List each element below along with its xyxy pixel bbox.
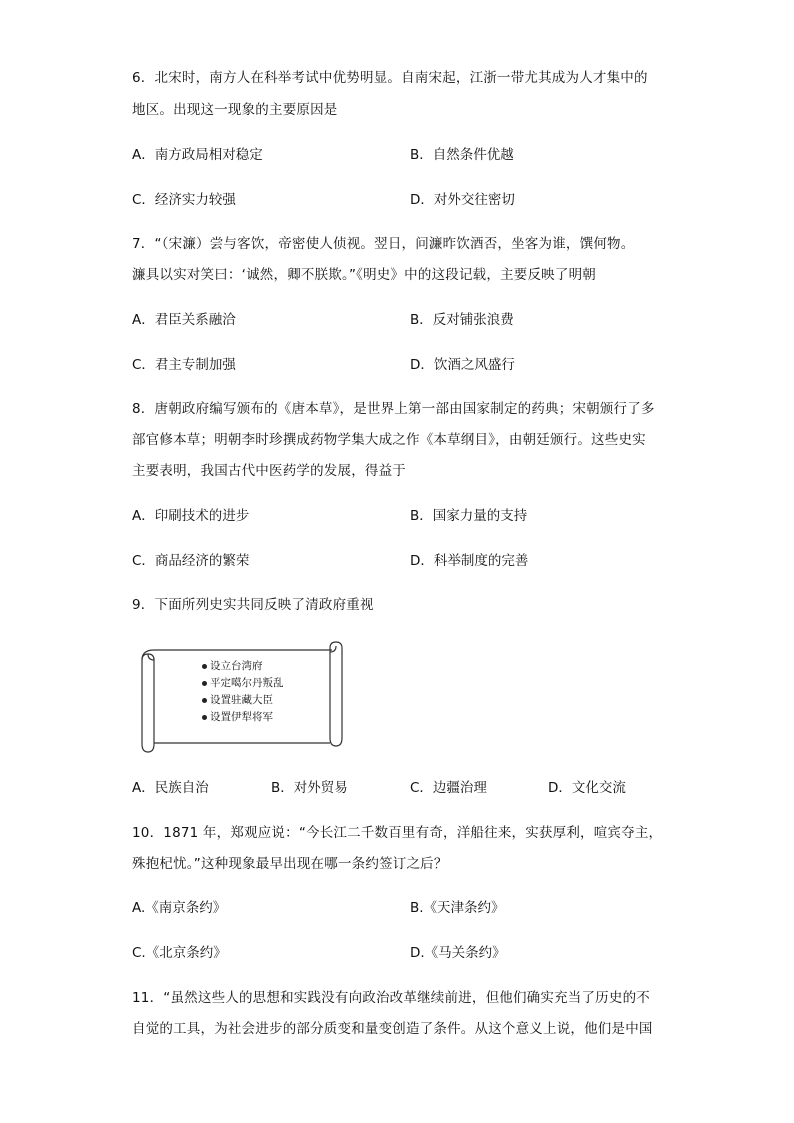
q8-option-b: B．国家力量的支持 — [410, 508, 528, 524]
q8-option-a: A．印刷技术的进步 — [132, 508, 250, 524]
scroll-item — [202, 692, 284, 709]
bullet-icon — [202, 681, 207, 686]
q6-stem-line2: 地区。出现这一现象的主要原因是 — [132, 102, 338, 118]
q9-option-c: C．边疆治理 — [410, 780, 487, 796]
q7-option-c: C．君主专制加强 — [132, 357, 236, 373]
scroll-item-text: 平定噶尔丹叛乱 — [210, 677, 284, 689]
q8-option-d: D．科举制度的完善 — [410, 553, 529, 569]
q10-stem-line1: 10．1871 年，郑观应说：“今长江二千数百里有奇，洋船往来，实获厚利，喧宾夺主， — [132, 825, 663, 841]
q8-stem-line3: 主要表明，我国古代中医药学的发展，得益于 — [132, 463, 406, 479]
bullet-icon — [202, 715, 207, 720]
scroll-item-text: 设置伊犁将军 — [210, 711, 273, 723]
q7-stem-line2: 濂具以实对笑曰：‘诚然，卿不朕欺。”《明史》中的这段记载，主要反映了明朝 — [132, 267, 596, 283]
scroll-list — [202, 658, 284, 726]
q11-stem-line1: 11．“虽然这些人的思想和实践没有向政治改革继续前进，但他们确实充当了历史的不 — [132, 990, 650, 1006]
q6-option-c: C．经济实力较强 — [132, 192, 236, 208]
bullet-icon — [202, 664, 207, 669]
q9-option-a: A．民族自治 — [132, 780, 209, 796]
q6-stem-line1: 6．北宋时，南方人在科举考试中优势明显。自南宋起，江浙一带尤其成为人才集中的 — [132, 70, 648, 86]
q8-option-c: C．商品经济的繁荣 — [132, 553, 250, 569]
q7-option-b: B．反对铺张浪费 — [410, 312, 514, 328]
q10-option-b: B.《天津条约》 — [410, 900, 505, 916]
scroll-item — [202, 658, 284, 675]
q10-option-a: A.《南京条约》 — [132, 900, 227, 916]
scroll-item-text: 设置驻藏大臣 — [210, 694, 273, 706]
q10-stem-line2: 殊抱杞忧。”这种现象最早出现在哪一条约签订之后？ — [132, 856, 448, 872]
q10-option-d: D.《马关条约》 — [410, 945, 506, 961]
q9-option-d: D．文化交流 — [548, 780, 626, 796]
scroll-item-text: 设立台湾府 — [210, 660, 263, 672]
q8-stem-line1: 8．唐朝政府编写颁布的《唐本草》，是世界上第一部由国家制定的药典；宋朝颁行了多 — [132, 401, 655, 417]
q10-option-c: C.《北京条约》 — [132, 945, 227, 961]
scroll-item — [202, 675, 284, 692]
scroll-item — [202, 709, 284, 726]
q9-stem: 9．下面所列史实共同反映了清政府重视 — [132, 597, 374, 613]
q11-stem-line2: 自觉的工具，为社会进步的部分质变和量变创造了条件。从这个意义上说，他们是中国 — [132, 1021, 653, 1037]
bullet-icon — [202, 698, 207, 703]
q8-stem-line2: 部官修本草；明朝李时珍撰成药物学集大成之作《本草纲目》，由朝廷颁行。这些史实 — [132, 432, 646, 448]
q7-option-a: A．君臣关系融洽 — [132, 312, 236, 328]
q6-option-a: A．南方政局相对稳定 — [132, 147, 263, 163]
q6-option-d: D．对外交往密切 — [410, 192, 515, 208]
q9-option-b: B．对外贸易 — [271, 780, 348, 796]
q6-option-b: B．自然条件优越 — [410, 147, 514, 163]
q7-option-d: D．饮酒之风盛行 — [410, 357, 515, 373]
q7-stem-line1: 7．“（宋濂）尝与客饮，帝密使人侦视。翌日，问濂昨饮酒否，坐客为谁，馔何物。 — [132, 236, 635, 252]
